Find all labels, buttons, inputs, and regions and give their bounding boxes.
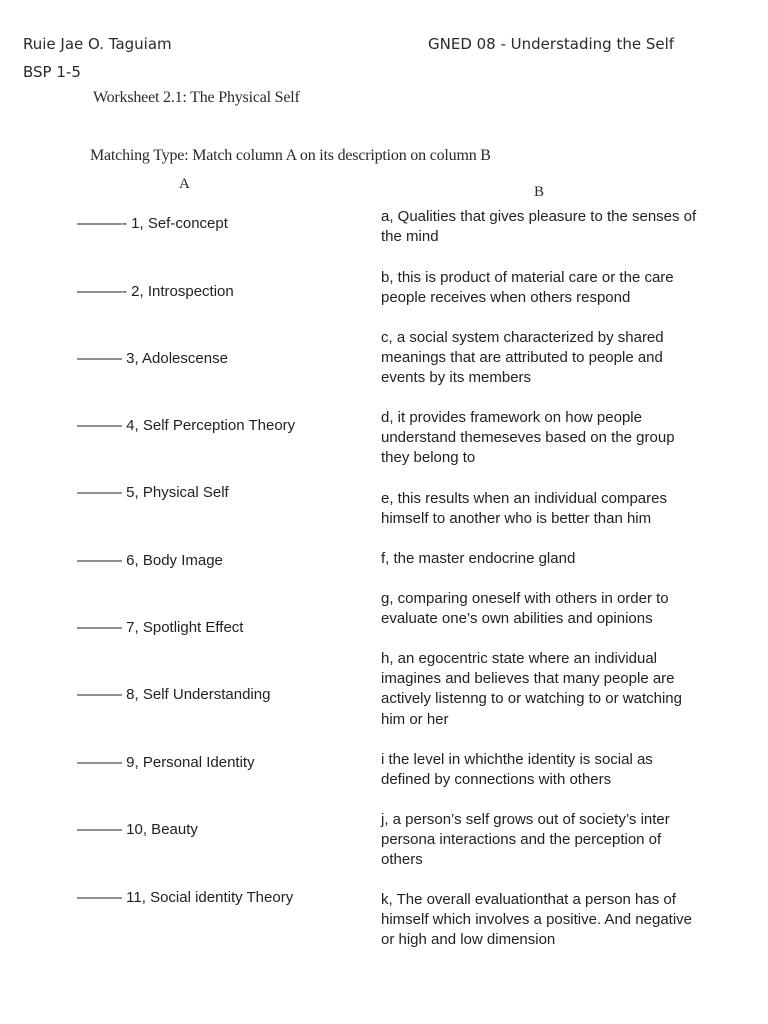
column-a-item: ——— 9, Personal Identity (77, 754, 255, 771)
column-a-item: ——— 3, Adolescense (77, 350, 228, 367)
column-a-item: ——— 11, Social identity Theory (77, 889, 294, 906)
column-b-item: a, Qualities that gives pleasure to the senses of the mind (381, 208, 697, 246)
column-b-item: d, it provides framework on how people understand themeseves based on the group they belong to (381, 409, 675, 467)
student-section: BSP 1-5 (23, 63, 81, 81)
column-a-item: ——— 10, Beauty (77, 821, 198, 838)
column-a-item: ——— 5, Physical Self (77, 484, 229, 501)
column-b-item: i the level in whichthe identity is social as defined by connections with others (381, 751, 653, 789)
course-title: GNED 08 - Understading the Self (428, 35, 675, 53)
column-a-item: ——— 8, Self Understanding (77, 686, 271, 703)
column-a-item: ———- 2, Introspection (77, 283, 234, 300)
column-b-item: e, this results when an individual compares himself to another who is better than him (381, 490, 667, 528)
column-b-item: g, comparing oneself with others in order to evaluate one’s own abilities and opinions (381, 590, 669, 628)
student-name: Ruie Jae O. Taguiam (23, 35, 172, 53)
column-a-item: ——— 6, Body Image (77, 552, 223, 569)
column-a-item: ——— 7, Spotlight Effect (77, 619, 244, 636)
column-b-item: b, this is product of material care or the care people receives when others respond (381, 269, 674, 307)
column-b-header: B (534, 184, 545, 200)
instructions: Matching Type: Match column A on its description on column B (90, 147, 491, 164)
column-a-item: ———- 1, Sef-concept (77, 215, 228, 232)
column-b-item: j, a person’s self grows out of society’s inter persona interactions and the perception of others (381, 811, 670, 869)
column-b-item: h, an egocentric state where an individual imagines and believes that many people are actively listenng to or watching to or watching him or her (381, 650, 682, 728)
column-b-item: c, a social system characterized by shared meanings that are attributed to people and events by its members (381, 329, 664, 387)
worksheet-title: Worksheet 2.1: The Physical Self (93, 89, 300, 106)
column-b-item: k, The overall evaluationthat a person has of himself which involves a positive. And negative or high and low dimension (381, 891, 693, 949)
column-a-header: A (179, 176, 190, 192)
column-b-item: f, the master endocrine gland (381, 550, 576, 567)
column-a-item: ——— 4, Self Perception Theory (77, 417, 296, 434)
